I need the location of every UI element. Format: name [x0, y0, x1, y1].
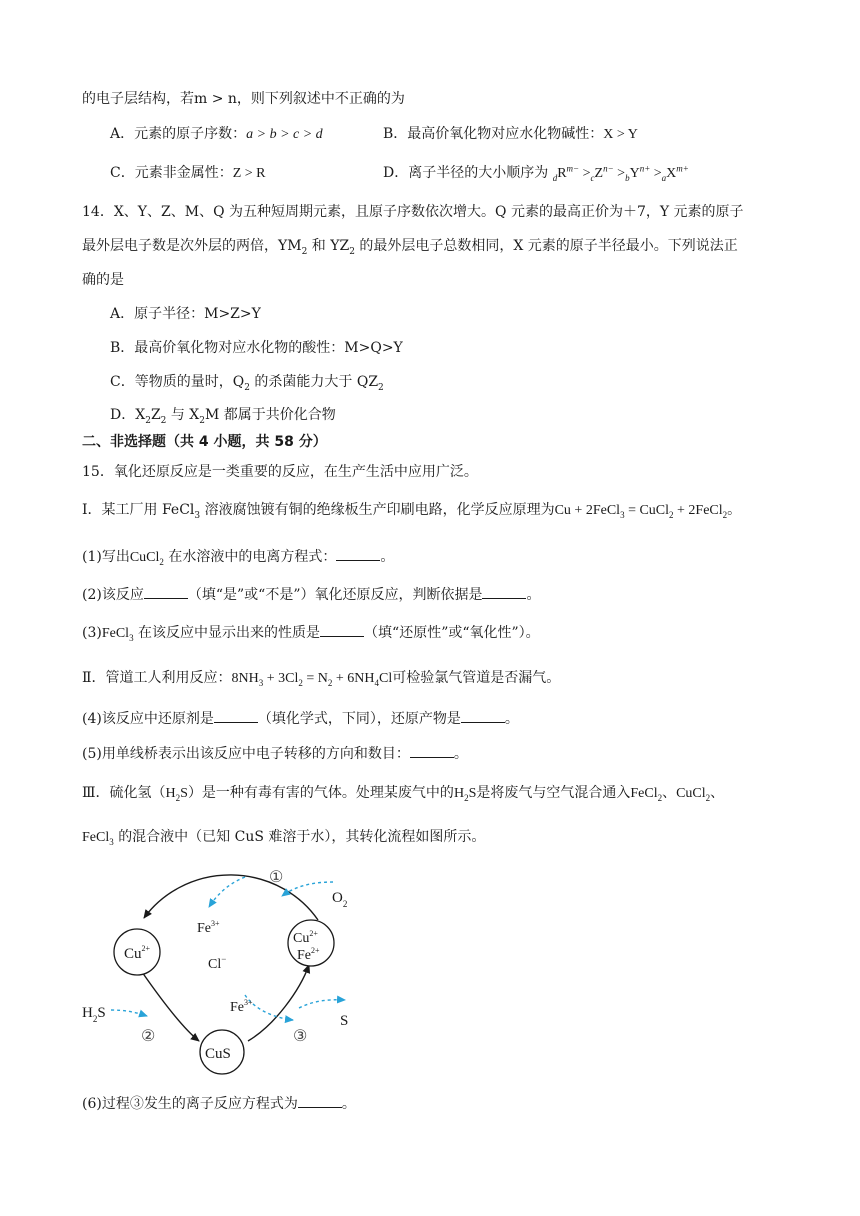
- cu2-inner-label: $Cu^{2+}$: [293, 929, 318, 946]
- conversion-flow-diagram: [75, 860, 375, 1100]
- q15-q4-b: （填化学式，下同），还原产物是: [257, 711, 461, 727]
- q14-line3: 确的是: [82, 272, 124, 288]
- q15-part3-c: 是将废气与空气混合通入: [476, 785, 631, 801]
- answer-blank[interactable]: [336, 548, 380, 561]
- q14-line2: 最外层电子数是次外层的两倍，$YM_2$ 和 $YZ_2$ 的最外层电子总数相同，X 元素的原子半径最小。下列说法正: [82, 238, 738, 257]
- fecl3-formula: FeCl$_3$: [101, 626, 134, 643]
- q15-q4-end: 。: [504, 711, 519, 727]
- q15-part3-d: 、: [662, 785, 677, 801]
- answer-blank[interactable]: [461, 710, 505, 723]
- q15-part1-a: Ⅰ．某工厂用 FeCl: [82, 502, 195, 518]
- o2-label: $O_2$: [332, 890, 348, 909]
- arc-top: [144, 875, 318, 920]
- q15-q6-a: (6)过程③发生的离子反应方程式为: [82, 1096, 298, 1112]
- q14-option-a: A．原子半径：M>Z>Y: [110, 306, 261, 322]
- step1-label: ①: [269, 869, 284, 886]
- section-heading: 二、非选择题（共 4 小题，共 58 分）: [82, 434, 327, 450]
- q15-q1-b: 在水溶液中的电离方程式：: [168, 549, 337, 565]
- q13-option-c: [110, 163, 266, 184]
- fe2-inner-label: $Fe^{2+}$: [297, 946, 320, 963]
- q15-part3-b: ）是一种有毒有害的气体。处理某废气中的: [187, 785, 454, 801]
- q14-line1: 14．X、Y、Z、M、Q 为五种短周期元素，且原子序数依次增大。Q 元素的最高正价为＋7，Y 元素的原子: [82, 204, 744, 220]
- q14-line2-part-a: 最外层电子数是次外层的两倍，YM: [82, 238, 302, 254]
- fe3-release-arrow: [209, 877, 245, 907]
- q14-option-c-part-b: 的杀菌能力大于 QZ: [254, 374, 379, 390]
- q15-q5-a: (5)用单线桥表示出该反应中电子转移的方向和数目：: [82, 746, 410, 762]
- q15-q6: [82, 1094, 356, 1114]
- step3-label: ③: [293, 1028, 308, 1045]
- q14-option-d-part-d: M 都属于共价化合物: [205, 407, 336, 423]
- cus-label: CuS: [205, 1046, 231, 1062]
- q15-q1-end: 。: [380, 549, 395, 565]
- q14-option-b: B．最高价氧化物对应水化物的酸性：M>Q>Y: [110, 340, 403, 356]
- h2s-arrow: [111, 1010, 147, 1016]
- q15-part2-a: Ⅱ．管道工人利用反应：: [82, 670, 232, 686]
- s-label: S: [340, 1013, 349, 1029]
- step2-label: ②: [141, 1028, 156, 1045]
- q14-option-d-part-a: D．X: [110, 407, 146, 423]
- cucl2-formula: CuCl$_2$: [129, 550, 164, 567]
- q14-option-d: D．$X_2Z_2$ 与 $X_2M$ 都属于共价化合物: [110, 407, 336, 426]
- answer-blank[interactable]: [320, 624, 364, 637]
- q15-part2-equation: $8NH_3 + 3Cl_2 = N_2 + 6NH_4Cl$: [231, 671, 393, 688]
- q15-q3-c: （填“还原性”或“氧化性”）。: [364, 625, 540, 641]
- q15-part3-line2: [82, 827, 485, 848]
- q14-line2-part-b: 和 YZ: [311, 238, 350, 254]
- q15-part2-b: 可检验氯气管道是否漏气。: [392, 670, 561, 686]
- q15-part2-text: [82, 668, 560, 689]
- q13-option-b: [383, 124, 638, 145]
- q15-q3-a: (3): [82, 625, 102, 641]
- q13-option-a: [110, 124, 323, 145]
- q13-option-c-label: C．元素非金属性：: [110, 165, 233, 181]
- q15-q1-a: (1)写出: [82, 549, 130, 565]
- q15-q3-b: 在该反应中显示出来的性质是: [138, 625, 321, 641]
- q13-option-d-expr: $_dR^{m-} >_cZ^{n-} >_bY^{n+} >_aX^{m+}$: [552, 163, 689, 183]
- answer-blank[interactable]: [410, 745, 454, 758]
- fe3-bottom-label: $Fe^{3+}$: [230, 998, 253, 1015]
- answer-blank[interactable]: [482, 586, 526, 599]
- q13-intro: 的电子层结构，若m > n，则下列叙述中不正确的为: [82, 91, 405, 107]
- q15-part3-e: 、: [710, 785, 725, 801]
- answer-blank[interactable]: [298, 1095, 342, 1108]
- q13-option-d: [383, 163, 689, 184]
- q15-q5: [82, 744, 468, 764]
- q15-q4-a: (4)该反应中还原剂是: [82, 711, 214, 727]
- cl-label: Cl−: [208, 954, 227, 972]
- h2s-label: $H_2S$: [82, 1005, 106, 1024]
- q14-option-c: C．等物质的量时，$Q_2$ 的杀菌能力大于 $QZ_2$: [110, 374, 384, 393]
- fecl3-formula: FeCl$_3$: [82, 830, 114, 847]
- q15-part3-line1: Ⅲ．硫化氢$(H_2S)$是一种有毒有害的气体。处理某废气中的$H_2S$是将废气与空气混合通入FeCl$_2$、CuCl$_2$、: [82, 785, 725, 803]
- q15-part3-line2-text: 的混合液中（已知 CuS 难溶于水），其转化流程如图所示。: [118, 829, 486, 845]
- q15-q5-end: 。: [453, 746, 468, 762]
- q13-option-d-label: D．离子半径的大小顺序为: [383, 165, 549, 181]
- q13-option-a-label: A．元素的原子序数：: [110, 126, 247, 142]
- q15-intro: 15．氧化还原反应是一类重要的反应，在生产生活中应用广泛。: [82, 464, 478, 480]
- q15-part1-text: Ⅰ．某工厂用 FeCl$_3$ 溶液腐蚀镀有铜的绝缘板生产印刷电路，化学反应原理为Cu + 2FeCl$_3$ = CuCl$_2$ + 2FeCl$_2$。: [82, 502, 742, 521]
- q13-option-b-expr: X > Y: [603, 127, 638, 142]
- q15-q2-a: (2)该反应: [82, 587, 144, 603]
- q15-part1-equation: Cu + 2FeCl$_3$ = CuCl$_2$ + 2FeCl$_2$: [554, 503, 728, 520]
- q14-option-c-part-a: C．等物质的量时，Q: [110, 374, 245, 390]
- answer-blank[interactable]: [214, 710, 258, 723]
- q15-q6-end: 。: [341, 1096, 356, 1112]
- q14-option-d-part-b: Z: [150, 407, 161, 423]
- cu2-label: $Cu^{2+}$: [124, 944, 151, 962]
- q14-option-d-part-c: 与 X: [170, 407, 200, 423]
- q13-option-a-expr: a > b > c > d: [246, 127, 323, 142]
- q15-q2-b: （填“是”或“不是”）氧化还原反应，判断依据是: [187, 587, 483, 603]
- fe3-top-label: $Fe^{3+}$: [197, 919, 220, 936]
- q15-q2-end: 。: [526, 587, 541, 603]
- q14-line2-part-c: 的最外层电子总数相同，X 元素的原子半径最小。下列说法正: [359, 238, 738, 254]
- q15-q1: [82, 547, 394, 568]
- answer-blank[interactable]: [144, 586, 188, 599]
- s-out-arrow: [299, 1000, 345, 1008]
- q15-q4: [82, 709, 519, 729]
- q15-part3-a: Ⅲ．硫化氢（: [82, 785, 166, 801]
- q13-option-c-expr: Z > R: [232, 166, 266, 181]
- q15-part1-b: 溶液腐蚀镀有铜的绝缘板生产印刷电路，化学反应原理为: [204, 502, 555, 518]
- q15-q2: [82, 585, 540, 605]
- q13-option-b-label: B．最高价氧化物对应水化物碱性：: [383, 126, 604, 142]
- o2-arrow: [282, 882, 333, 896]
- q15-q3: [82, 623, 540, 644]
